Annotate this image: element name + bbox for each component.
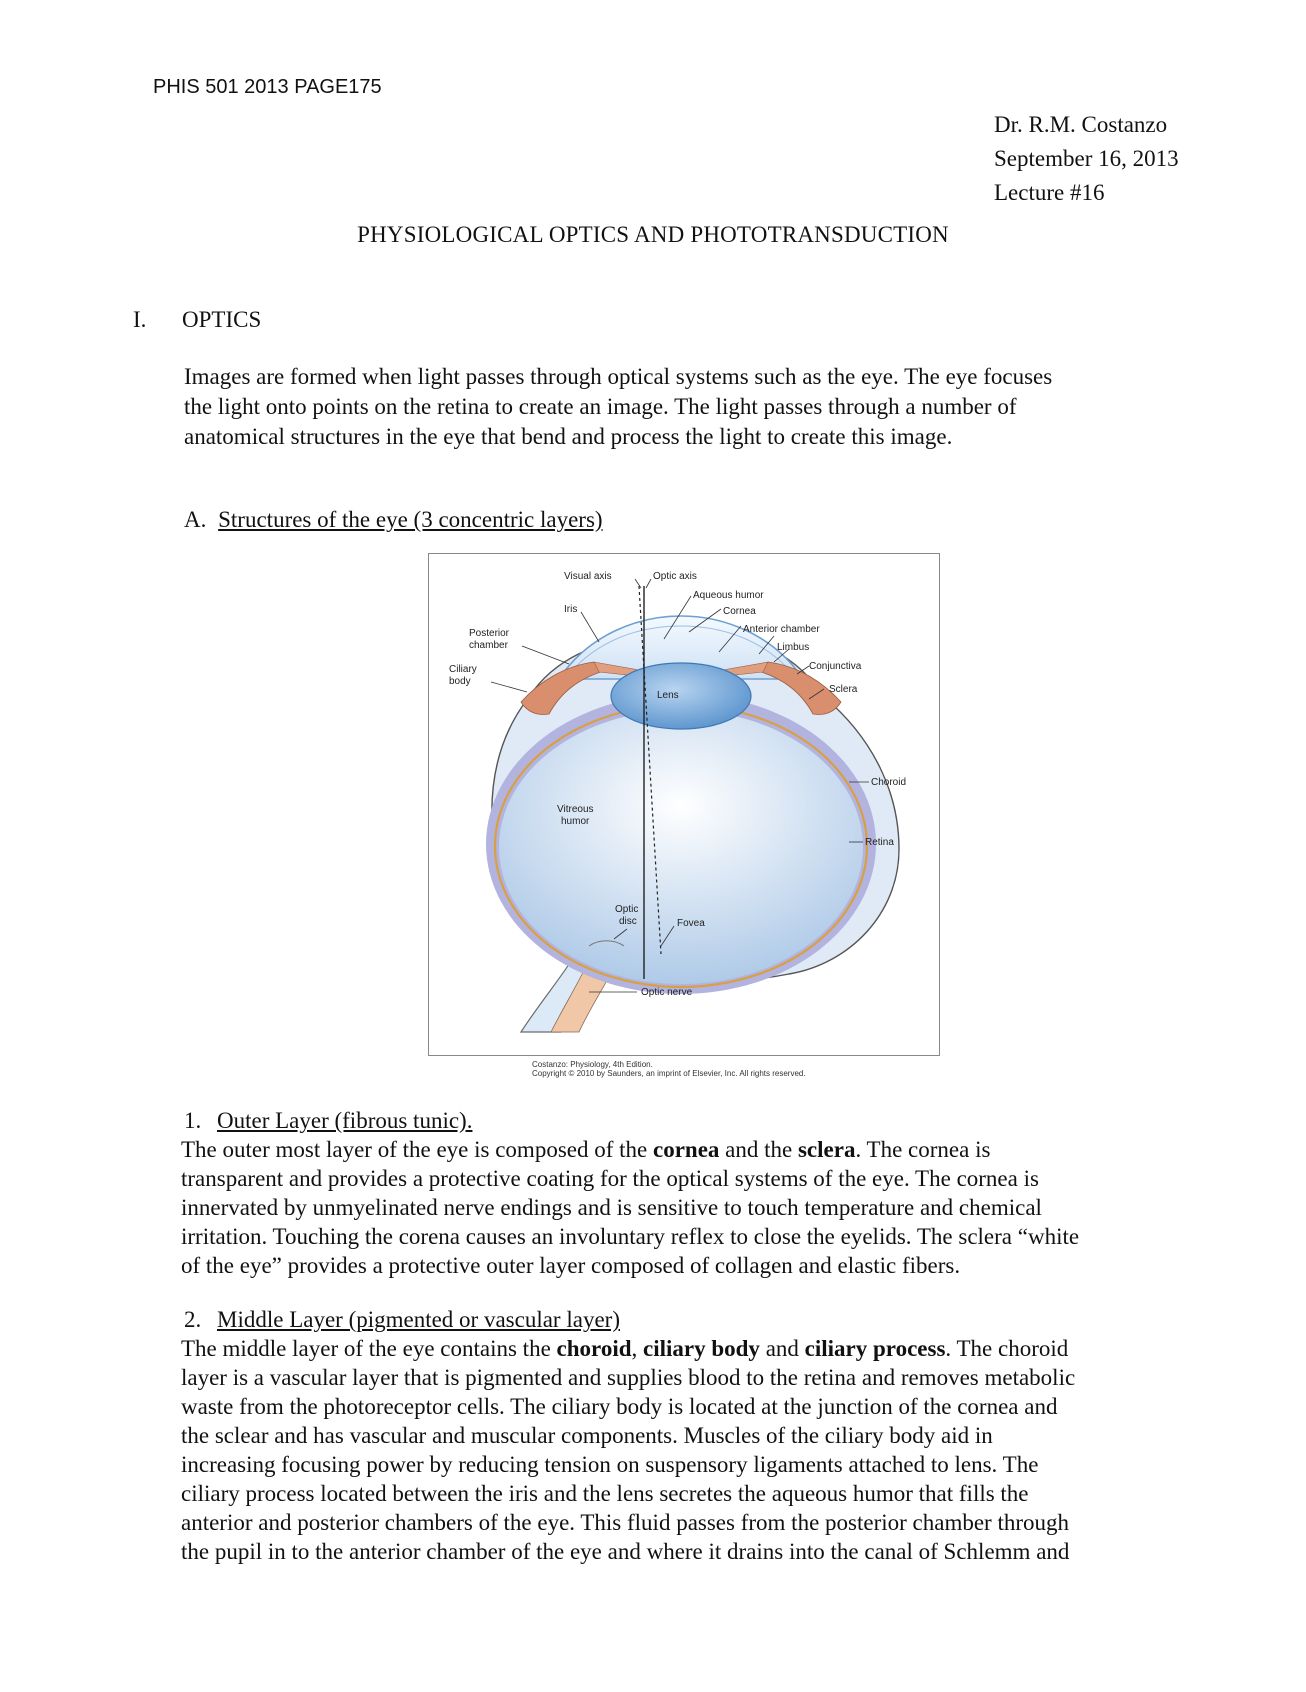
label-optic-disc-1: Optic xyxy=(615,904,639,915)
outer-layer-heading xyxy=(184,1106,1184,1135)
vitreous-humor xyxy=(499,710,863,984)
outer-layer-number: 1. xyxy=(184,1108,202,1133)
lecture-date: September 16, 2013 xyxy=(994,146,1179,171)
middle-layer-number: 2. xyxy=(184,1307,202,1332)
outer-layer-title: Outer Layer (fibrous tunic). xyxy=(217,1108,473,1133)
page-header: PHIS 501 2013 PAGE175 xyxy=(153,76,382,98)
outer-layer-line: irritation. Touching the corena causes an involuntary reflex to close the eyelids. The sclera “white xyxy=(181,1224,1080,1249)
label-ciliary-body-1: Ciliary xyxy=(449,664,477,675)
label-visual-axis: Visual axis xyxy=(564,571,612,582)
label-vitreous-1: Vitreous xyxy=(557,804,594,815)
label-lens: Lens xyxy=(657,690,679,701)
middle-layer-line: ciliary process located between the iris and the lens secretes the aqueous humor that fills the xyxy=(181,1481,1029,1506)
label-posterior-chamber-1: Posterior xyxy=(469,628,510,639)
text-run: . The choroid xyxy=(945,1336,1069,1361)
term-ciliary-body: ciliary body xyxy=(643,1336,760,1361)
text-run: The middle layer of the eye contains the xyxy=(181,1336,557,1361)
intro-line: anatomical structures in the eye that bend and process the light to create this image. xyxy=(184,424,953,449)
subsection-title: Structures of the eye (3 concentric layers) xyxy=(218,507,603,532)
middle-layer-line: layer is a vascular layer that is pigmented and supplies blood to the retina and removes metabolic xyxy=(181,1365,1076,1390)
lecture-number: Lecture #16 xyxy=(994,180,1105,205)
label-aqueous-humor: Aqueous humor xyxy=(693,590,764,601)
text-run: and xyxy=(759,1336,805,1361)
label-retina: Retina xyxy=(865,837,894,848)
figure-credit xyxy=(532,1060,806,1078)
label-choroid: Choroid xyxy=(871,777,907,788)
label-optic-axis: Optic axis xyxy=(653,571,697,582)
text-run: , xyxy=(631,1336,644,1361)
outer-layer-line: of the eye” provides a protective outer layer composed of collagen and elastic fibers. xyxy=(181,1253,961,1278)
eye-diagram xyxy=(429,554,938,1054)
label-sclera: Sclera xyxy=(829,684,858,695)
middle-layer-line: increasing focusing power by reducing tension on suspensory ligaments attached to lens. The xyxy=(181,1452,1039,1477)
middle-layer-section xyxy=(181,1305,1184,1566)
middle-layer-line: the sclear and has vascular and muscular components. Muscles of the ciliary body aid in xyxy=(181,1423,993,1448)
text-run: The outer most layer of the eye is composed of the xyxy=(181,1137,653,1162)
label-cornea: Cornea xyxy=(723,606,756,617)
outer-layer-section xyxy=(181,1106,1184,1280)
middle-layer-heading xyxy=(184,1305,1184,1334)
eye-diagram-frame xyxy=(428,553,940,1056)
middle-layer-line: waste from the photoreceptor cells. The ciliary body is located at the junction of the cornea and xyxy=(181,1394,1058,1419)
middle-layer-title: Middle Layer (pigmented or vascular layer) xyxy=(217,1307,620,1332)
intro-line: Images are formed when light passes through optical systems such as the eye. The eye focuses xyxy=(184,364,1053,389)
intro-line: the light onto points on the retina to create an image. The light passes through a number of xyxy=(184,394,1017,419)
label-vitreous-2: humor xyxy=(561,816,590,827)
term-sclera: sclera xyxy=(797,1137,856,1162)
author-name: Dr. R.M. Costanzo xyxy=(994,112,1168,137)
label-posterior-chamber-2: chamber xyxy=(469,640,508,651)
label-optic-disc-2: disc xyxy=(619,916,637,927)
term-ciliary-process: ciliary process xyxy=(804,1336,946,1361)
author-block xyxy=(994,108,1179,210)
middle-layer-line: the pupil in to the anterior chamber of the eye and where it drains into the canal of Schlemm and xyxy=(181,1539,1070,1564)
label-fovea: Fovea xyxy=(677,918,705,929)
outer-layer-line xyxy=(181,1135,1184,1164)
section-heading: OPTICS xyxy=(182,307,262,332)
middle-layer-line xyxy=(181,1334,1184,1363)
outer-layer-line: innervated by unmyelinated nerve endings and is sensitive to touch temperature and chemical xyxy=(181,1195,1042,1220)
document-title: PHYSIOLOGICAL OPTICS AND PHOTOTRANSDUCTION xyxy=(357,222,949,247)
subsection-heading xyxy=(184,507,603,533)
middle-layer-line: anterior and posterior chambers of the eye. This fluid passes from the posterior chamber through xyxy=(181,1510,1070,1535)
section-numeral: I. xyxy=(133,307,147,332)
label-iris: Iris xyxy=(564,604,578,615)
label-ciliary-body-2: body xyxy=(449,676,471,687)
label-conjunctiva: Conjunctiva xyxy=(809,661,862,672)
figure-credit-line: Costanzo: Physiology, 4th Edition. xyxy=(532,1060,653,1069)
text-run: . The cornea is xyxy=(855,1137,991,1162)
term-choroid: choroid xyxy=(556,1336,632,1361)
label-limbus: Limbus xyxy=(777,642,810,653)
subsection-letter: A. xyxy=(184,507,207,532)
text-run: and the xyxy=(719,1137,798,1162)
label-anterior-chamber: Anterior chamber xyxy=(743,624,820,635)
lens xyxy=(611,663,751,729)
term-cornea: cornea xyxy=(653,1137,720,1162)
figure-credit-line: Copyright © 2010 by Saunders, an imprint of Elsevier, Inc. All rights reserved. xyxy=(532,1069,806,1078)
intro-paragraph xyxy=(184,362,1184,452)
outer-layer-line: transparent and provides a protective coating for the optical systems of the eye. The cornea is xyxy=(181,1166,1039,1191)
label-optic-nerve: Optic nerve xyxy=(641,987,693,998)
